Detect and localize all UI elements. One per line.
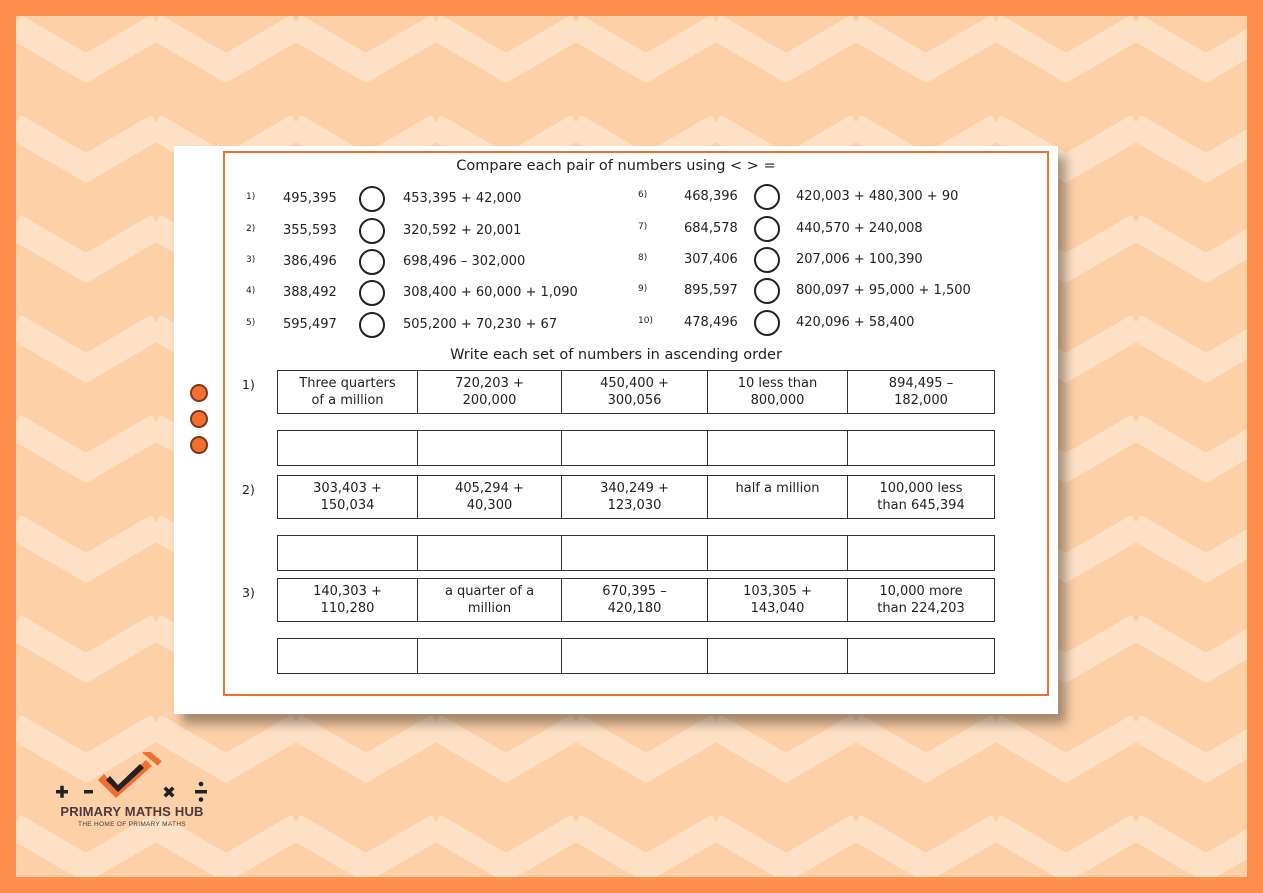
- compare-item: [246, 312, 626, 336]
- right-expression: 453,395 + 42,000: [403, 191, 522, 206]
- set-number: 1): [242, 377, 255, 392]
- right-expression: 440,570 + 240,008: [796, 221, 923, 236]
- item-number: 10): [638, 316, 653, 326]
- answer-circle[interactable]: [359, 312, 385, 338]
- left-value: 468,396: [684, 189, 738, 204]
- answer-cell[interactable]: [562, 431, 708, 466]
- answer-circle[interactable]: [359, 249, 385, 275]
- numbers-table: [277, 475, 995, 519]
- number-cell: Three quarters of a million: [278, 371, 418, 414]
- maths-symbols-icon: [44, 752, 224, 806]
- number-cell: 894,495 – 182,000: [848, 371, 995, 414]
- numbers-table: [277, 370, 995, 414]
- number-cell: 10 less than 800,000: [708, 371, 848, 414]
- compare-item: [246, 280, 626, 304]
- binder-holes: [190, 384, 208, 462]
- compare-item: [638, 310, 1018, 334]
- item-number: 4): [246, 286, 256, 296]
- right-expression: 420,096 + 58,400: [796, 315, 915, 330]
- answer-cell[interactable]: [278, 639, 418, 674]
- answer-circle[interactable]: [754, 278, 780, 304]
- right-expression: 800,097 + 95,000 + 1,500: [796, 283, 971, 298]
- answer-table: [277, 430, 995, 466]
- item-number: 7): [638, 222, 648, 232]
- left-value: 478,496: [684, 315, 738, 330]
- answer-cell[interactable]: [708, 431, 848, 466]
- left-value: 595,497: [283, 317, 337, 332]
- answer-circle[interactable]: [754, 184, 780, 210]
- number-cell: 340,249 + 123,030: [562, 476, 708, 519]
- number-cell: 405,294 + 40,300: [418, 476, 562, 519]
- compare-item: [246, 218, 626, 242]
- answer-table: [277, 535, 995, 571]
- item-number: 5): [246, 318, 256, 328]
- compare-item: [246, 249, 626, 273]
- number-cell: 10,000 more than 224,203: [848, 579, 995, 622]
- answer-cell[interactable]: [278, 431, 418, 466]
- answer-cell[interactable]: [418, 536, 562, 571]
- answer-cell[interactable]: [278, 536, 418, 571]
- number-cell: half a million: [708, 476, 848, 519]
- compare-item: [638, 184, 1018, 208]
- answer-cell[interactable]: [848, 536, 995, 571]
- binder-hole: [190, 410, 208, 428]
- left-value: 355,593: [283, 223, 337, 238]
- item-number: 1): [246, 192, 256, 202]
- binder-hole: [190, 384, 208, 402]
- answer-circle[interactable]: [754, 247, 780, 273]
- number-cell: 100,000 less than 645,394: [848, 476, 995, 519]
- left-value: 388,492: [283, 285, 337, 300]
- right-expression: 698,496 – 302,000: [403, 254, 526, 269]
- item-number: 3): [246, 255, 256, 265]
- item-number: 9): [638, 284, 648, 294]
- answer-cell[interactable]: [708, 536, 848, 571]
- left-value: 895,597: [684, 283, 738, 298]
- answer-cell[interactable]: [848, 639, 995, 674]
- answer-circle[interactable]: [754, 310, 780, 336]
- right-expression: 420,003 + 480,300 + 90: [796, 189, 959, 204]
- worksheet: [174, 146, 1058, 714]
- left-value: 307,406: [684, 252, 738, 267]
- set-number: 2): [242, 482, 255, 497]
- left-value: 495,395: [283, 191, 337, 206]
- answer-cell[interactable]: [418, 431, 562, 466]
- number-cell: 103,305 + 143,040: [708, 579, 848, 622]
- number-cell: 303,403 + 150,034: [278, 476, 418, 519]
- number-cell: 720,203 + 200,000: [418, 371, 562, 414]
- compare-title: Compare each pair of numbers using < > =: [456, 158, 776, 174]
- answer-circle[interactable]: [359, 218, 385, 244]
- right-expression: 207,006 + 100,390: [796, 252, 923, 267]
- item-number: 6): [638, 190, 648, 200]
- compare-item: [638, 247, 1018, 271]
- number-cell: a quarter of a million: [418, 579, 562, 622]
- left-value: 684,578: [684, 221, 738, 236]
- binder-hole: [190, 436, 208, 454]
- logo-subtitle: THE HOME OF PRIMARY MATHS: [78, 821, 186, 828]
- compare-item: [638, 278, 1018, 302]
- answer-cell[interactable]: [562, 639, 708, 674]
- primary-maths-hub-logo: [44, 752, 224, 832]
- answer-table: [277, 638, 995, 674]
- right-expression: 308,400 + 60,000 + 1,090: [403, 285, 578, 300]
- ascending-title: Write each set of numbers in ascending order: [450, 347, 782, 363]
- answer-cell[interactable]: [708, 639, 848, 674]
- right-expression: 320,592 + 20,001: [403, 223, 522, 238]
- left-value: 386,496: [283, 254, 337, 269]
- answer-circle[interactable]: [754, 216, 780, 242]
- answer-circle[interactable]: [359, 186, 385, 212]
- right-expression: 505,200 + 70,230 + 67: [403, 317, 558, 332]
- item-number: 2): [246, 224, 256, 234]
- number-cell: 140,303 + 110,280: [278, 579, 418, 622]
- set-number: 3): [242, 585, 255, 600]
- number-cell: 450,400 + 300,056: [562, 371, 708, 414]
- item-number: 8): [638, 253, 648, 263]
- compare-item: [246, 186, 626, 210]
- numbers-table: [277, 578, 995, 622]
- answer-cell[interactable]: [848, 431, 995, 466]
- answer-cell[interactable]: [418, 639, 562, 674]
- compare-item: [638, 216, 1018, 240]
- logo-title: PRIMARY MATHS HUB: [60, 804, 204, 819]
- answer-cell[interactable]: [562, 536, 708, 571]
- answer-circle[interactable]: [359, 280, 385, 306]
- number-cell: 670,395 – 420,180: [562, 579, 708, 622]
